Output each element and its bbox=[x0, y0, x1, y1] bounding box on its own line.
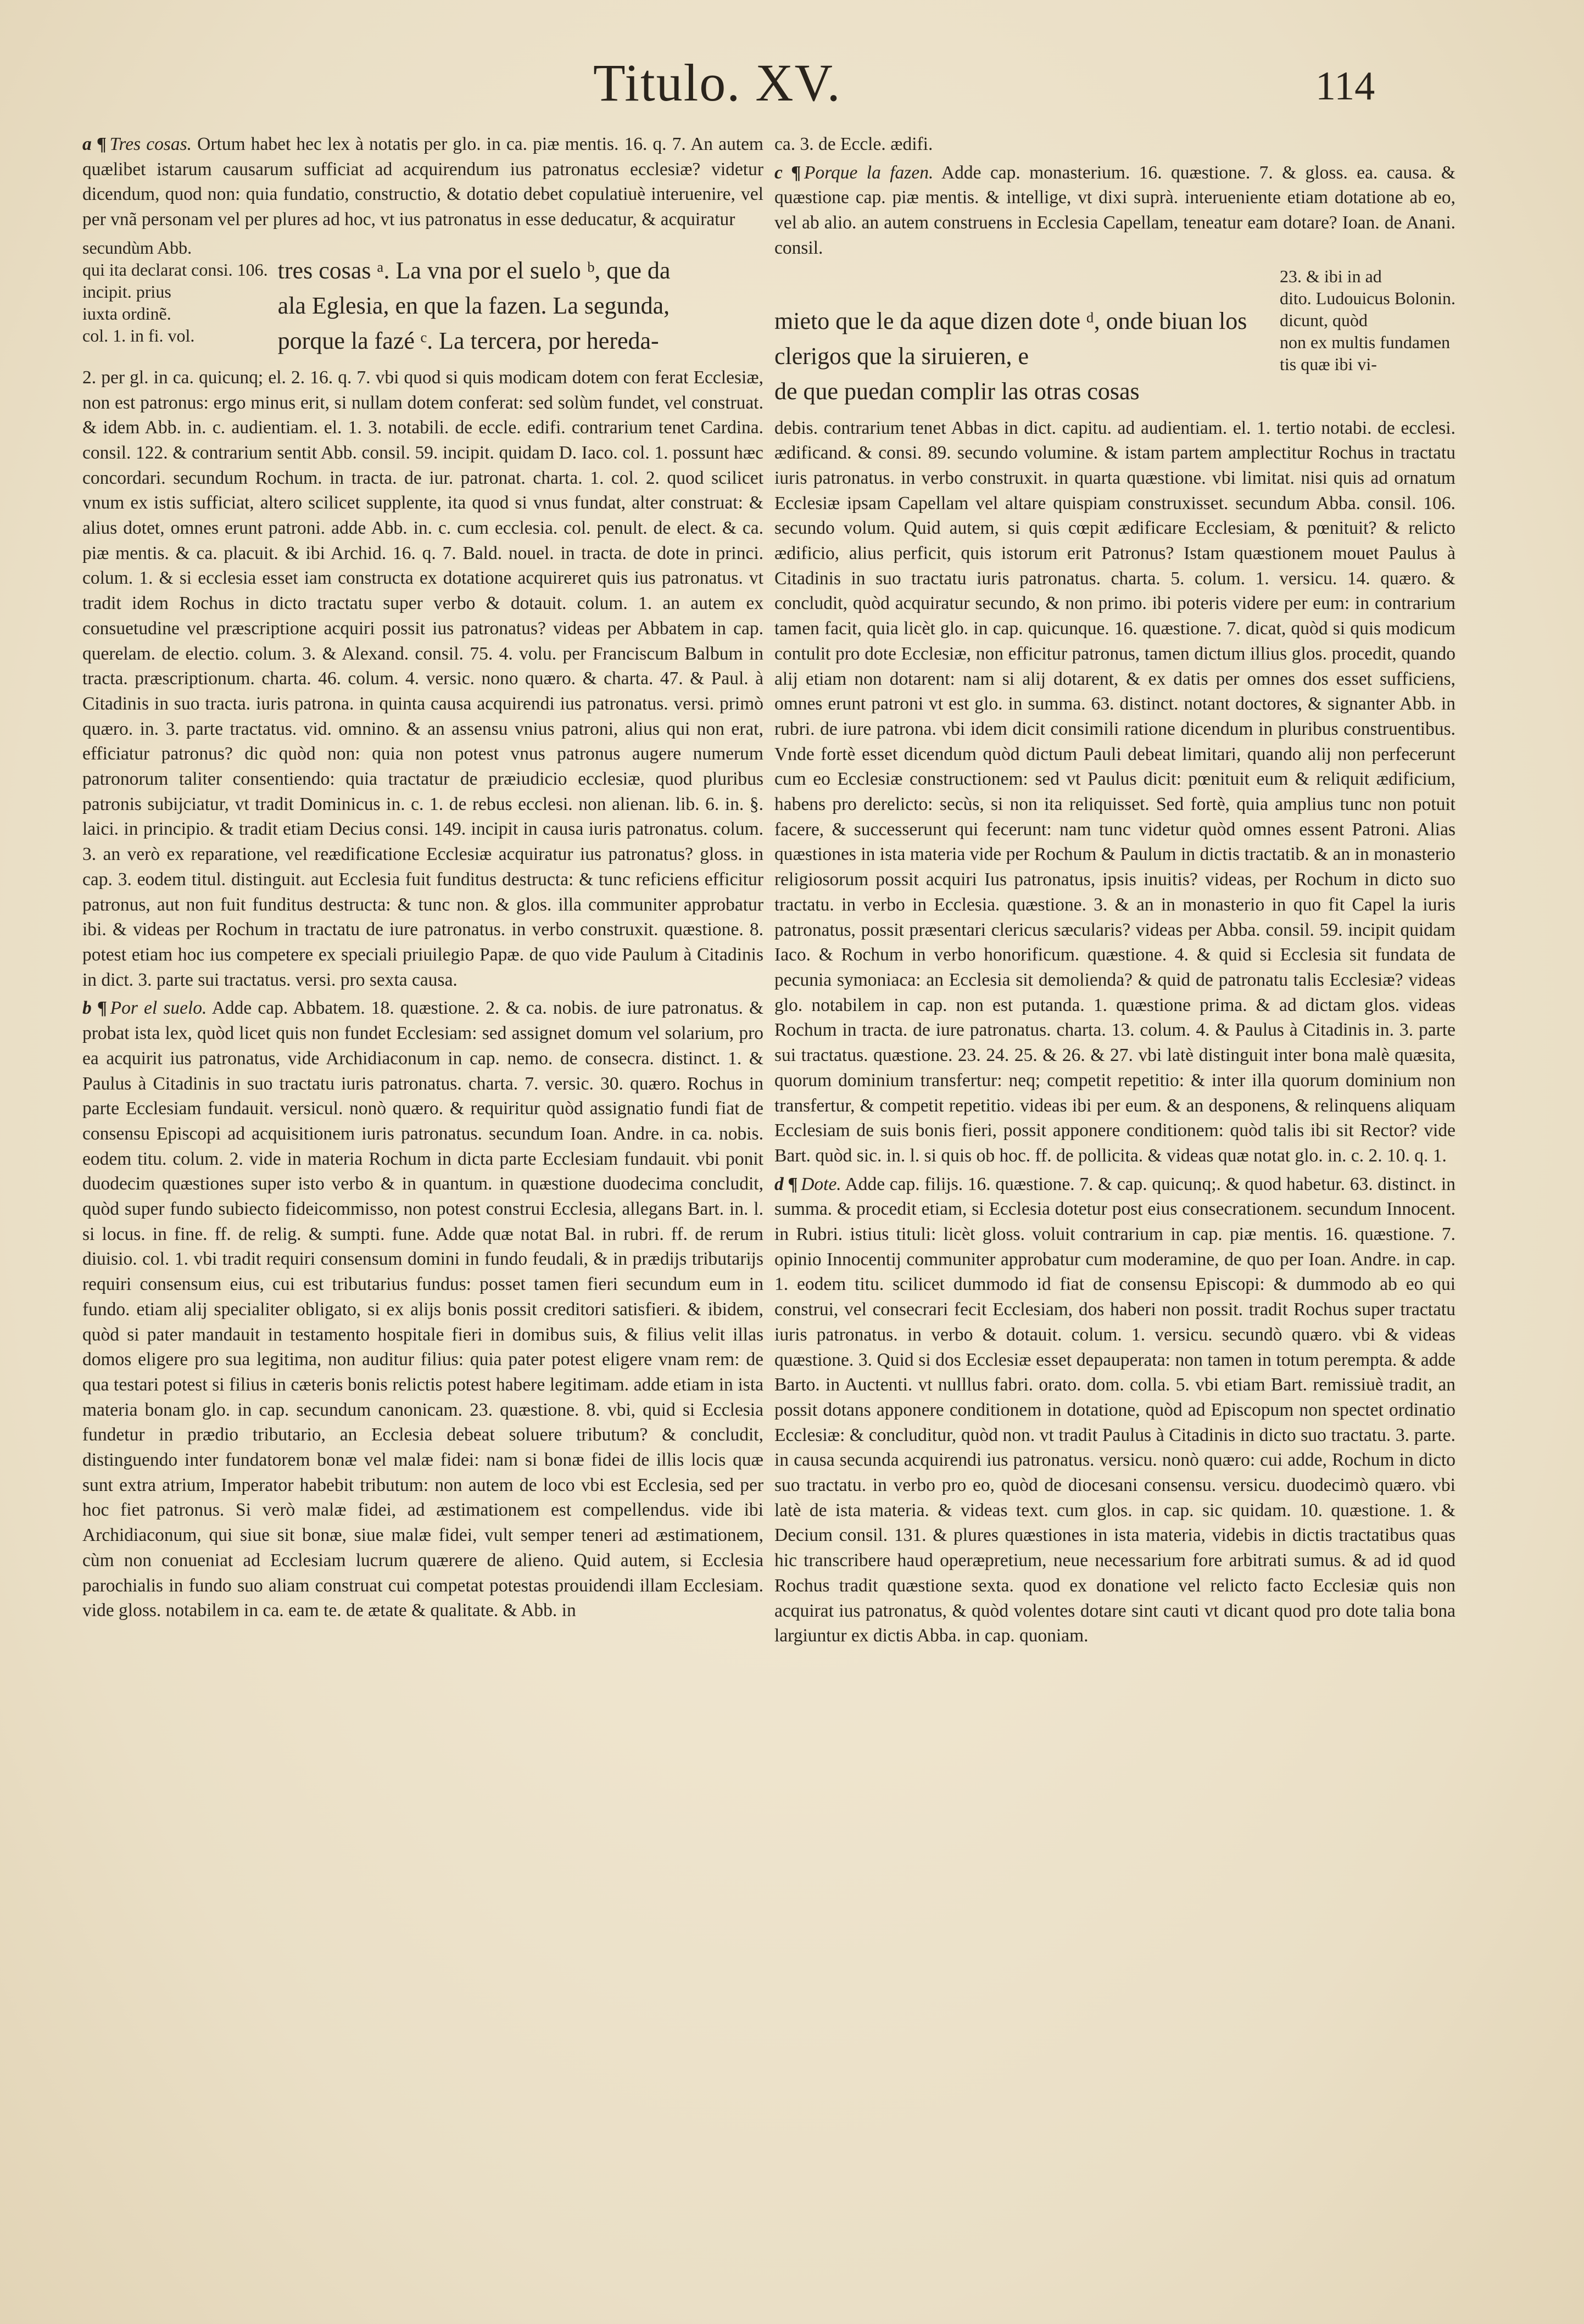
gloss-text: Adde cap. Abbatem. 18. quæstione. 2. & ca. nobis. de iure patronatus. & probat ista lex, quòd licet quis non fundet Ecclesiam: sed assignet domum vel solarium, pro ea acquirit ius patronatus, vide Archidiaconum in cap. nemo. de consecra. distinct. 1. & Paulus à Citadinis in suo tractatu iuris patronatus. charta. 7. versic. 30. quæro. Rochus in parte Ecclesiam fundauit. versicul. nonò quæro. & requiritur quòd assignatio fundi fiat de consensu Episcopi ad acquisitionem iuris patronatus. secundum Ioan. Andre. in ca. nobis. eodem titu. colum. 2. vide in materia Rochum in dicta parte Ecclesiam fundauit. vbi ponit duodecim quæstiones super isto verbo & in quantum. in quæstione duodecima concludit, quòd super fundo subiecto fideicommisso, non potest construi Ecclesia, allegans Bart. in. l. si locus. in fine. ff. de relig. & sumpti. fune. Adde quæ notat Bal. in rubri. ff. de rerum diuisio. col. 1. vbi tradit requiri consensum domini in fundo feudali, & in prædijs tributarijs requiri consensum eius, cui est tributarius fundus: posset tamen fieri secundum eum in fundo. etiam alij specialiter obligato, si ex alijs bonis possit creditori satisfieri. & ibidem, quòd si pater mandauit in testamento hospitale fieri in domibus suis, & filius velit illas domos eligere pro sua legitima, non auditur filius: quia pater potest eligere vnam rem: de qua testari potest si filius in cæteris bonis relictis potest habere legitimam. adde etiam in ista materia bonam glo. in cap. secundum canonicam. 23. quæstione. 8. vbi, quid si Ecclesia fundetur in prædio tributario, an Ecclesia debeat soluere tributum? & concludit, distinguendo inter fundatorem bonæ vel malæ fidei: nam si bonæ fidei de illis locis quæ sunt extra atrium, Imperator habebit tributum: non autem de loco vbi est Ecclesia, sed per hoc fiet patronus. Si verò malæ fidei, ad æstimationem est compellendus. vide ibi Archidiaconum, qui siue sit bonæ, siue malæ fidei, vult semper teneri ad æstimationem, cùm non conueniat ad Ecclesiam lucrum quærere de alieno. Quid autem, si Ecclesia parochialis in fundo suo aliam construat cui competat potestas prouidendi illam Ecclesiam. vide gloss. notabilem in ca. eam te. de ætate & qualitate. & Abb. in bbox=[82, 998, 764, 1621]
gloss-text: Adde cap. monasterium. 16. quæstione. 7. & gloss. ea. causa. & quæstione cap. piæ mentis. & intellige, vt dixi suprà. interueniente etiam dotatione ab eo, vel ab alio. an autem construens in Ecclesia Capellam, teneatur eam dotare? Ioan. de Anani. consil. bbox=[774, 162, 1455, 258]
gloss-text: Ortum habet hec lex à notatis per glo. in ca. piæ mentis. 16. q. 7. An autem quælibet istarum causarum sufficiat ad acquirendum ius patronatus ecclesiæ? videtur dicendum, quod non: quia fundatio, constructio, & dotatio debet copulatiuè interuenire, vel per vnã personam vel per plures ad hoc, vt ius patronatus in esse deducatur, & acquiratur bbox=[82, 134, 763, 230]
gloss-c bbox=[774, 160, 1455, 261]
gloss-marker: c ¶ bbox=[774, 162, 801, 183]
gloss-marker: b ¶ bbox=[82, 998, 107, 1019]
gloss-lemma: Por el suelo. bbox=[110, 998, 207, 1019]
running-title: Titulo. XV. bbox=[593, 53, 841, 112]
gloss-b bbox=[82, 996, 763, 1623]
gloss-d bbox=[774, 1172, 1455, 1649]
gloss-marker: d ¶ bbox=[774, 1174, 798, 1194]
folio-number: 114 bbox=[1315, 64, 1375, 109]
gloss-top: ca. 3. de Eccle. ædifi. bbox=[774, 134, 933, 154]
right-column bbox=[774, 132, 1455, 1652]
gloss-c-continued: debis. contrarium tenet Abbas in dict. capitu. ad audientiam. el. 1. tertio notabi. de ecclesi. ædificand. & consi. 89. secundo volumine. & istam partem amplectitur Rochus in tractatu iuris patronatus. in verbo construxit. in quarta quæstione. vbi limitat. nisi quis ad ornatum Ecclesiæ ipsam Capellam vel altare quispiam construxisset. secundum Abba. consil. 106. secundo volum. Quid autem, si quis cœpit ædificare Ecclesiam, & pœnituit? & relicto ædificio, alius perficit, quis istorum erit Patronus? Istam quæstionem mouet Paulus à Citadinis in suo tractatu iuris patronatus. charta. 5. colum. 1. versicu. 14. quæro. & concludit, quòd acquiratur secundo, & non primo. ibi poteris videre per eum: in contrarium tamen facit, quia licèt glo. in cap. quicunque. 16. quæstione. 7. dicat, quòd si quis modicum contulit pro dote Ecclesiæ, non efficitur patronus, tamen dictum illius glos. procedit, quando alij etiam non dotarent: nam si alij dotarent, & ex datis per omnes dos esset sufficiens, omnes erunt patroni vt est glo. in summa. 63. distinct. notant doctores, & signanter Abb. in rubri. de iure patrona. vbi idem dicit consimili ratione dicendum in pluribus construentibus. Vnde fortè esset dicendum quòd dictum Pauli debeat limitari, quando alij non perfecerunt cum eo Ecclesiæ constructionem: sed vt Paulus dicit: pœnituit eum & reliquit ædificium, habens pro derelicto: secùs, si non ita reliquisset. Sed fortè, quia amplius tunc non potuit facere, & successerunt qui fecerunt: nam tunc videtur quòd omnes essent Patroni. Alias quæstiones in ista materia vide per Rochum & Paulum in dictis tractatib. & an in monasterio religiosorum possit acquiri Ius patronatus, ipsis inuitis? videas, per Rochum in dicto suo tractatu. in verbo in Ecclesia. quæstione. 3. & an in monasterio in quo fit Capel la iuris patronatus, possit præsentari clericus sæcularis? videas per Abba. consil. 59. incipit quidam Iaco. & Rochum in verbo honorificum. quæstione. 4. & quid si Ecclesia sit fundata de pecunia symoniaca: an Ecclesia sit demolienda? & quid de patronatu talis Ecclesiæ? videas glo. notabilem in cap. non est putanda. 1. quæstione prima. & ad dictam glos. videas Rochum in tracta. de iure patronatus. charta. 13. colum. 4. & Paulus à Citadinis in. 3. parte sui tractatus. quæstione. 23. 24. 25. & 26. & 27. vbi latè distinguit inter bona malè quæsita, quorum dominium transfertur: neq; competit repetitio: & inter illa quorum dominium non transfertur, & competit repetitio. videas ibi per eum. & an desponens, & relinquens aliquam Ecclesiam de suis bonis fieri, possit apponere conditionem: quòd talis ibi sit Rector? vide Bart. quòd sic. in. l. si quis ob hoc. ff. de pollicita. & videas quæ notat glo. in. c. 2. 10. q. 1. bbox=[774, 417, 1455, 1166]
gloss-a bbox=[82, 132, 763, 232]
main-text-box-left bbox=[82, 237, 763, 359]
gloss-lemma: Dote. bbox=[801, 1174, 841, 1194]
gloss-marker: a ¶ bbox=[82, 134, 107, 154]
law-text: tres cosas ᵃ. La vna por el suelo ᵇ, que da ala Eglesia, en que la fazen. La segunda, porque la fazé ᶜ. La tercera, por hereda- bbox=[277, 256, 671, 354]
gloss-lemma: Tres cosas. bbox=[109, 134, 192, 154]
margin-gloss: secundùm Abb. qui ita declarat consi. 106. incipit. prius iuxta ordinẽ. col. 1. in fi. vol. bbox=[82, 237, 268, 345]
main-text-box-right bbox=[774, 265, 1455, 409]
gloss-a-continued: 2. per gl. in ca. quicunq; el. 2. 16. q. 7. vbi quod si quis modicam dotem con ferat Ecclesiæ, non est patronus: ergo minus erit, si nullam dotem conferat: sed solùm fundet, vel construat. & idem Abb. in. c. audientiam. el. 1. 3. notabili. de eccle. edifi. contrarium tenet Cardina. consil. 122. & contrarium sentit Abb. consil. 59. incipit. quidam D. Iaco. col. 1. possunt hæc concordari. secundum Rochum. in tracta. de iur. patronat. charta. 1. col. 2. quod scilicet vnum ex istis sufficiat, altero scilicet supplente, ita quod si vnus fundat, alter construat: & alius dotet, omnes erunt patroni. adde Abb. in. c. cum ecclesia. col. penult. de elect. & ca. piæ mentis. & ca. placuit. & ibi Archid. 16. q. 7. Bald. nouel. in tracta. de dote in princi. colum. 1. & si ecclesia esset iam constructa ex dotatione acquireret quis ius patronatus. vt tradit idem Rochus in dicto tractatu super verbo & dotauit. colum. 1. an autem ex consuetudine vel præscriptione acquiri possit ius patronatus? videas per Abbatem in cap. querelam. de electio. colum. 3. & Alexand. consil. 75. 4. volu. per Franciscum Balbum in tracta. præscriptionum. charta. 46. colum. 4. versic. nono quæro. & charta. 47. & Paul. à Citadinis in suo tracta. iuris patrona. in quinta causa acquirendi ius patronatus. versi. primò quæro. in. 3. parte tractatus. vid. omnino. & an assensu vnius patroni, alius qui non erat, efficiatur patronus? dic quòd non: quia non potest vnus patronus augere numerum patronorum taliter consentiendo: quia tractatur de præiudicio ecclesiæ, quod pluribus patronis subijciatur, vt tradit Dominicus in. c. 1. de rebus ecclesi. non alienan. lib. 6. in. §. laici. in principio. & tradit etiam Decius consi. 149. incipit in causa iuris patronatus. colum. 3. an verò ex reparatione, vel reædificatione Ecclesiæ acquiratur ius patronatus? gloss. in cap. 3. eodem titul. distinguit. aut Ecclesia fuit funditus destructa: & tunc reficiens efficitur patronus, aut non fuit funditus destructa: & tunc non. & glos. illa communiter approbatur ibi. & videas per Rochum in tractatu de iure patronatus. in verbo construxit. quæstione. 8. potest etiam hoc ius competere ex speciali priuilegio Papæ. de quo vide Paulum à Citadinis in dict. 3. parte sui tractatus. versi. pro sexta causa. bbox=[82, 367, 763, 990]
law-text: mieto que le da aque dizen dote ᵈ, onde biuan los clerigos que la siruieren, e de que puedan complir las otras cosas bbox=[774, 307, 1247, 405]
gloss-text: Adde cap. filijs. 16. quæstione. 7. & cap. quicunq;. & quod habetur. 63. distinct. in summa. & procedit etiam, si Ecclesia dotetur post eius consecrationem. secundum Innocent. in Rubri. istius tituli: licèt gloss. voluit contrarium in cap. piæ mentis. 16. quæstione. 7. opinio Innocentij communiter approbatur cum moderamine, de quo per Ioan. Andre. in cap. 1. eodem titu. scilicet dummodo id fiat de consensu Episcopi: & dummodo ab eo qui construi, vel consecrari fecit Ecclesiam, dos haberi non possit. tradit Rochus super tractatu iuris patronatus. in verbo & dotauit. colum. 1. versicu. secundò quæro. vbi & videas quæstione. 3. Quid si dos Ecclesiæ esset depauperata: non tamen in totum perempta. & adde Barto. in Auctenti. vt nulllus fabri. orato. dom. colla. 5. vbi etiam Bart. remissiuè tradit, an possit dotans apponere conditionem in dotatione, quòd ad Episcopum non spectet ordinatio Ecclesiæ: & concluditur, quòd non. vt tradit Paulus à Citadinis in dicto suo tractatu. 3. parte. in causa secunda acquirendi ius patronatus. versicu. nonò quæro: cui adde, Rochum in dicto suo tractatu. in verbo pro eo, quòd de diocesani consensu. versicu. duodecimò quæro. vbi latè de ista materia. & videas text. cum glos. in cap. sic quidam. 10. quæstione. 1. & Decium consil. 131. & plures quæstiones in ista materia, videbis in dictis tractatibus quas hic transcribere haud operæpretium, neue necessarium fore arbitrati sumus. & ad id quod Rochus tradit quæstione sexta. quod ex donatione vel relicto facto Ecclesiæ quis non acquirat ius patronatus, & quòd volentes dotare sint cauti vt dicant quod pro dote talia bona largiuntur ex dictis Abba. in cap. quoniam. bbox=[774, 1174, 1456, 1646]
margin-gloss: 23. & ibi in ad dito. Ludouicus Bolonin. dicunt, quòd non ex multis fundamen tis quæ ibi vi- bbox=[1280, 266, 1455, 374]
left-column bbox=[82, 132, 763, 1627]
gloss-lemma: Porque la fazen. bbox=[804, 162, 934, 183]
